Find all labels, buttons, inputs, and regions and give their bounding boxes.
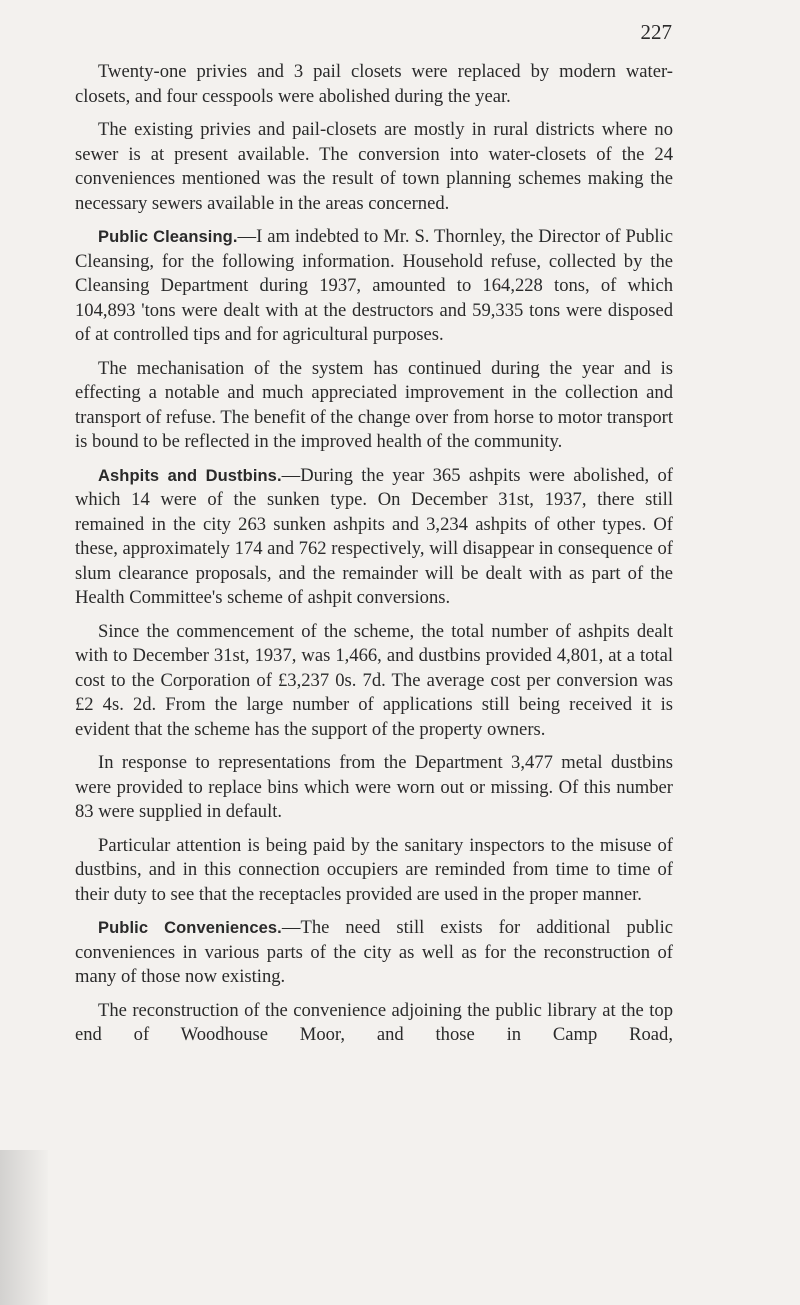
paragraph-1 xyxy=(75,60,673,109)
paragraph-text: —The need still exists for additional public conveniences in various parts of the city as well as for the reconstruction of many of those now existing. xyxy=(75,917,673,987)
paragraph-ashpits-dustbins xyxy=(75,464,673,611)
paragraph-text: —During the year 365 ashpits were abolished, of which 14 were of the sunken type. On December 31st, 1937, there still remained in the city 263 sunken ashpits and 3,234 ashpits of other types. Of these, approximately 174 and 762 respectively, will disappear in consequence of slum clearance proposals, and the remainder will be dealt with as part of the Health Committee's scheme of ashpit conversions. xyxy=(75,464,673,608)
body-text xyxy=(75,60,673,1057)
paragraph-4 xyxy=(75,357,673,455)
paragraph-7 xyxy=(75,751,673,825)
paragraph-10 xyxy=(75,999,673,1048)
section-heading-public-cleansing: Public Cleansing. xyxy=(98,228,238,246)
paragraph-text: Since the commencement of the scheme, the total number of ashpits dealt with to December 31st, 1937, was 1,466, and dustbins provided 4,801, at a total cost to the Corporation of £3,237 0s. 7d. The average cost per conversion was £2 4s. 2d. From the large number of applications still being received it is evident that the scheme has the support of the property owners. xyxy=(75,620,673,740)
paragraph-8 xyxy=(75,834,673,908)
paragraph-public-conveniences xyxy=(75,916,673,990)
paragraph-text: The existing privies and pail-closets are mostly in rural districts where no sewer is at present available. The conversion into water-closets of the 24 conveniences mentioned was the result of town planning schemes making the necessary sewers available in the areas concerned. xyxy=(75,119,673,214)
paragraph-text: The reconstruction of the convenience adjoining the public library at the top end of Woodhouse Moor, and those in Camp Road, xyxy=(75,999,673,1045)
paragraph-2 xyxy=(75,118,673,216)
section-heading-ashpits-dustbins: Ashpits and Dustbins. xyxy=(98,466,282,485)
section-heading-public-conveniences: Public Conveniences. xyxy=(98,919,282,937)
paragraph-6 xyxy=(75,620,673,743)
paragraph-text: —I am indebted to Mr. S. Thornley, the Director of Public Cleansing, for the following information. Household refuse, collected by the Cleansing Department during 1937, amounted to 164,228 tons, of which 104,893 'tons were dealt with at the destructors and 59,335 tons were disposed of at controlled tips and for agricultural purposes. xyxy=(75,226,673,345)
page-edge-shadow xyxy=(0,1150,48,1305)
paragraph-text: The mechanisation of the system has continued during the year and is effecting a notable and much appreciated improvement in the collection and transport of refuse. The benefit of the change over from horse to motor transport is bound to be reflected in the improved health of the community. xyxy=(75,357,673,452)
paragraph-public-cleansing xyxy=(75,225,673,348)
paragraph-text: Particular attention is being paid by the sanitary inspectors to the misuse of dustbins, and in this connection occupiers are reminded from time to time of their duty to see that the receptacles provided are used in the proper manner. xyxy=(75,834,673,905)
page-number: 227 xyxy=(640,20,672,44)
paragraph-text: In response to representations from the Department 3,477 metal dustbins were provided to replace bins which were worn out or missing. Of this number 83 were supplied in default. xyxy=(75,752,673,822)
paragraph-text: Twenty-one privies and 3 pail closets were replaced by modern water-closets, and four cesspools were abolished during the year. xyxy=(75,61,673,107)
